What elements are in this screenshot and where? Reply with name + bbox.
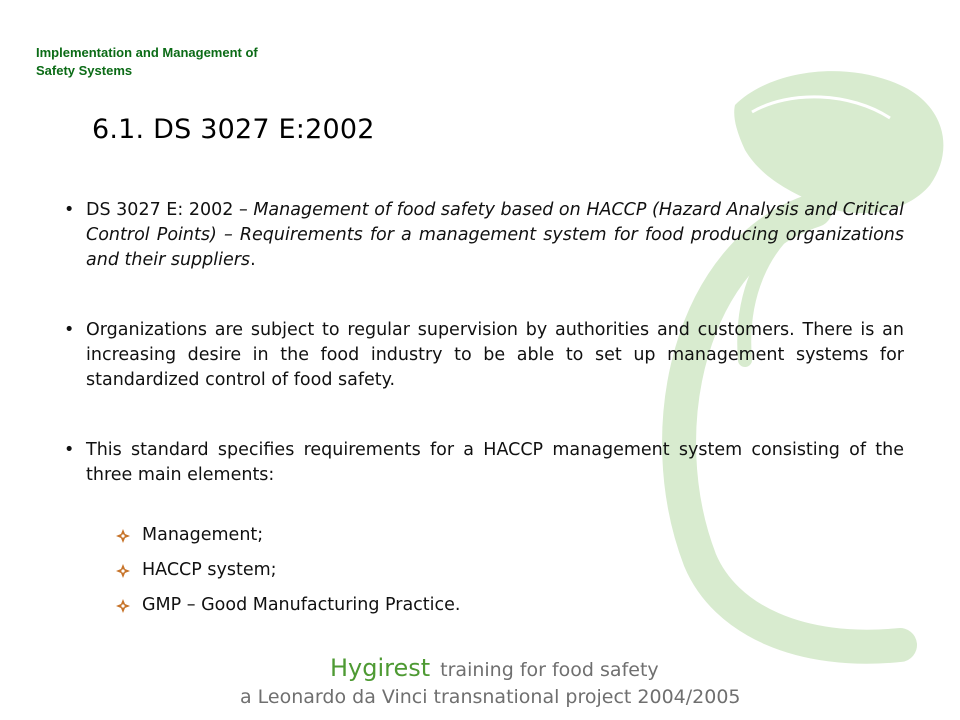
list-item-label: HACCP system; [142,560,277,580]
main-elements-list [64,523,904,618]
bullet-standard-definition [64,198,904,273]
bullet-requirements [64,438,904,488]
bullet-dot: • [64,320,75,340]
bullet-supervision [64,318,904,393]
slide-content [64,198,904,628]
list-item-label: Management; [142,525,264,545]
hygirest-brand: Hygirest [330,654,431,682]
footer-tagline: training for food safety [440,659,659,681]
bullet-dot: • [64,440,75,460]
bullet-2-text: Organizations are subject to regular supervision by authorities and customers. There is an increasing desire in the food industry to be able to set up management systems for standardized control of food safety. [86,320,904,390]
diamond-four-petal-icon [116,529,130,543]
bullet-3-text: This standard specifies requirements for a HACCP management system consisting of the three main elements: [86,440,904,485]
header-line-1: Implementation and Management of [36,45,258,60]
list-item-haccp-system [116,558,904,583]
footer-brand-line [330,654,659,682]
bullet-1-italic: Management of food safety based on HACCP (Hazard Analysis and Critical Control Points) – Requirements for a management system for food producing organizations and their suppliers [86,200,904,270]
presentation-header [36,44,336,80]
bullet-1-plain: DS 3027 E: 2002 – [86,200,254,220]
bullet-1-end: . [250,250,256,270]
slide-title: 6.1. DS 3027 E:2002 [92,114,375,145]
diamond-four-petal-icon [116,599,130,613]
list-item-management [116,523,904,548]
bullet-dot: • [64,200,75,220]
footer-project-line: a Leonardo da Vinci transnational project 2004/2005 [240,686,741,708]
diamond-four-petal-icon [116,564,130,578]
list-item-gmp [116,593,904,618]
list-item-label: GMP – Good Manufacturing Practice. [142,595,461,615]
header-line-2: Safety Systems [36,63,133,78]
